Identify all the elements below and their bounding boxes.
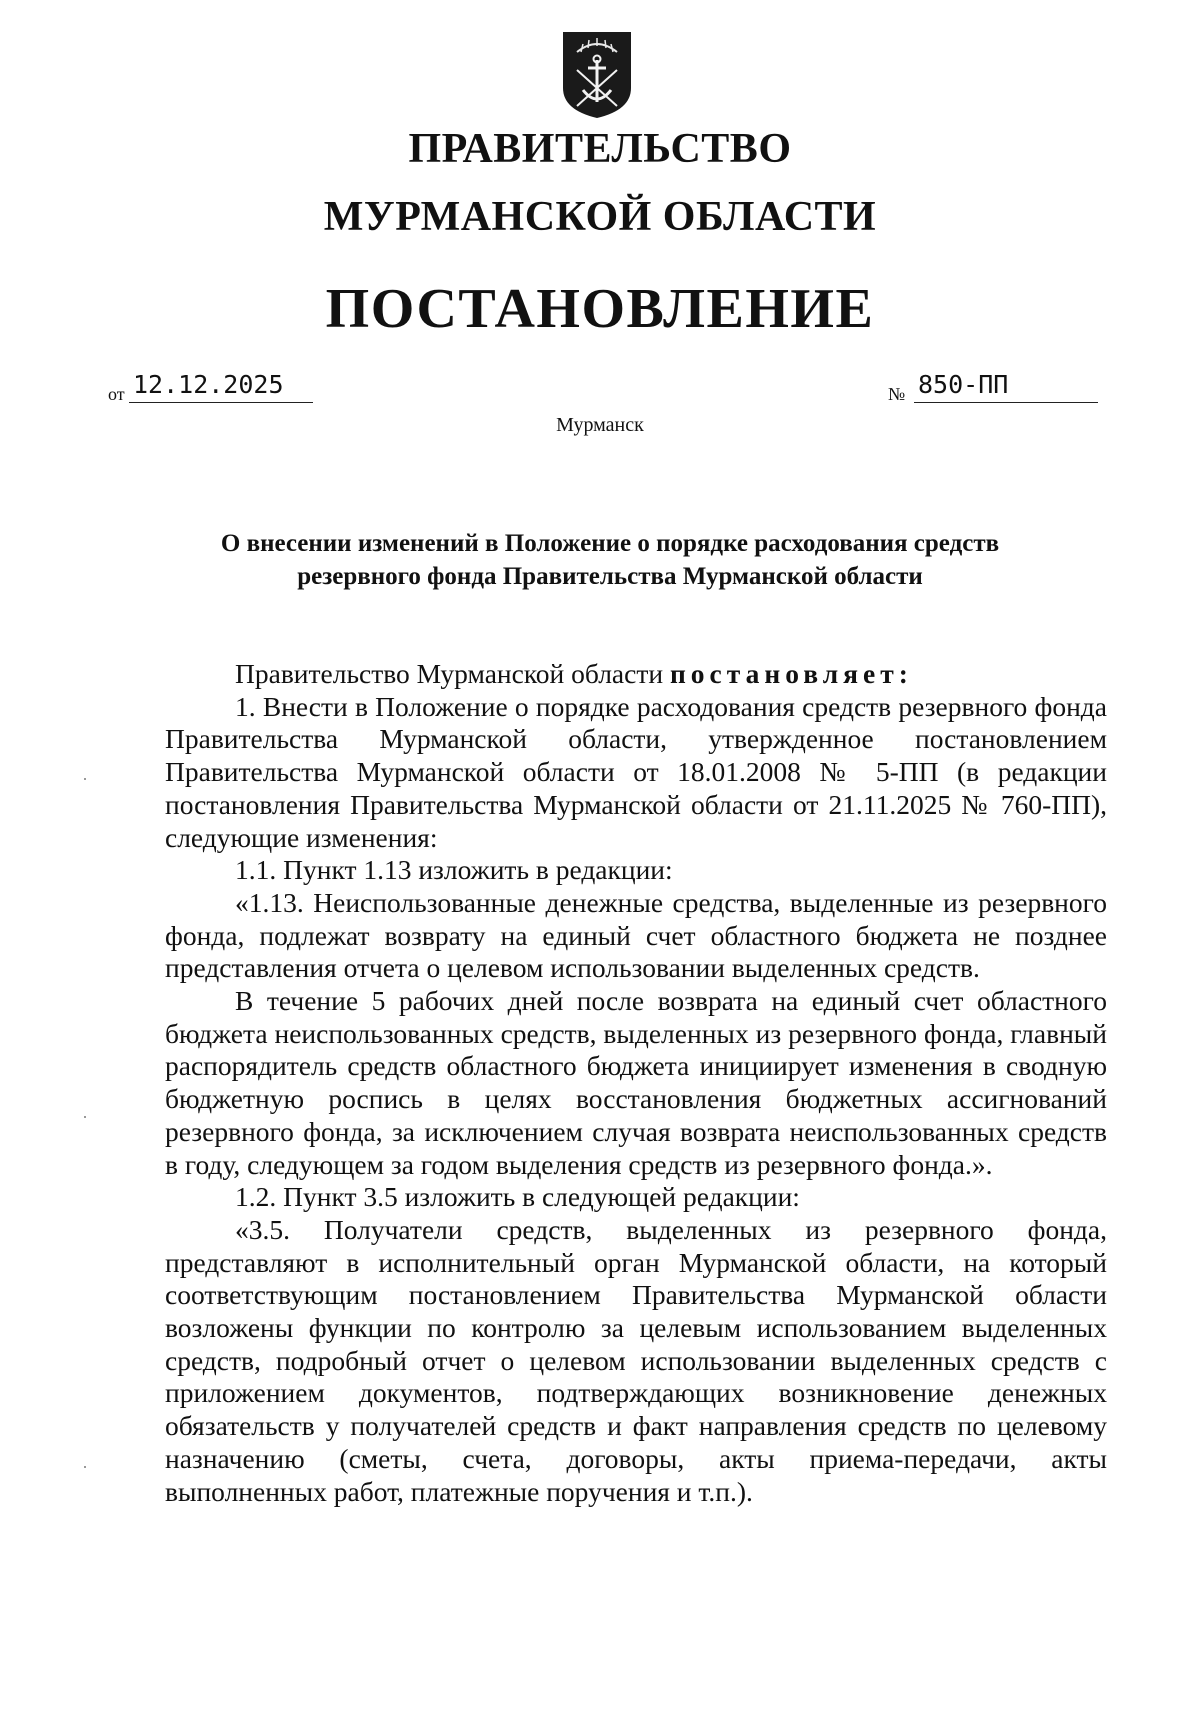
intro-text: Правительство Мурманской области — [235, 658, 664, 689]
org-name-line1: ПРАВИТЕЛЬСТВО — [408, 126, 792, 172]
number-prefix: № — [888, 384, 906, 404]
body-paragraph: «1.13. Неиспользованные денежные средства, выделенные из резервного фонда, подлежат возврату на единый счет областного бюджета не позднее представления отчета о целевом использовании выделенных средств. — [165, 886, 1107, 984]
org-name-line2: МУРМАНСКОЙ ОБЛАСТИ — [323, 194, 877, 240]
document-subject — [150, 527, 1070, 593]
body-paragraph: 1.2. Пункт 3.5 изложить в следующей редакции: — [235, 1181, 800, 1213]
document-body — [165, 658, 1107, 1508]
intro-paragraph — [165, 658, 1107, 691]
date-value: 12.12.2025 — [129, 370, 313, 403]
body-paragraph: 1. Внести в Положение о порядке расходования средств резервного фонда Правительства Мурманской области, утвержденное постановлением Правительства Мурманской области от 18.01.2008 № 5-ПП (в редакции постановления Правительства Мурманской области от 21.11.2025 № 760-ПП), следующие изменения: — [165, 690, 1107, 853]
number-value: 850-ПП — [914, 370, 1098, 403]
body-paragraph: 1.1. Пункт 1.13 изложить в редакции: — [235, 854, 673, 886]
city-name: Мурманск — [556, 414, 644, 436]
subject-line2: резервного фонда Правительства Мурманской области — [297, 563, 923, 590]
body-paragraph: В течение 5 рабочих дней после возврата на единый счет областного бюджета неиспользованных средств, выделенных из резервного фонда, главный распорядитель средств областного бюджета инициирует изменения в сводную бюджетную роспись в целях восстановления бюджетных ассигнований резервного фонда, за исключением случая возврата неиспользованных средств в году, следующем за годом выделения средств из резервного фонда.». — [165, 985, 1107, 1180]
scan-speck — [84, 1466, 86, 1468]
subject-line1: О внесении изменений в Положение о порядке расходования средств — [220, 530, 1000, 557]
intro-resolves: постановляет: — [669, 658, 913, 689]
scan-speck — [84, 1116, 86, 1118]
coat-of-arms-icon — [561, 30, 633, 120]
document-type-title: ПОСТАНОВЛЕНИЕ — [325, 278, 875, 340]
scan-speck — [84, 778, 86, 780]
date-prefix: от — [108, 384, 125, 404]
body-paragraph: «3.5. Получатели средств, выделенных из резервного фонда, представляют в исполнительный орган Мурманской области, на который соответствующим постановлением Правительства Мурманской области возложены функции по контролю за целевым использованием выделенных средств, подробный отчет о целевом использовании выделенных средств с приложением документов, подтверждающих возникновение денежных обязательств у получателей средств и факт направления средств по целевому назначению (сметы, счета, договоры, акты приема-передачи, акты выполненных работ, платежные поручения и т.п.). — [165, 1213, 1107, 1507]
